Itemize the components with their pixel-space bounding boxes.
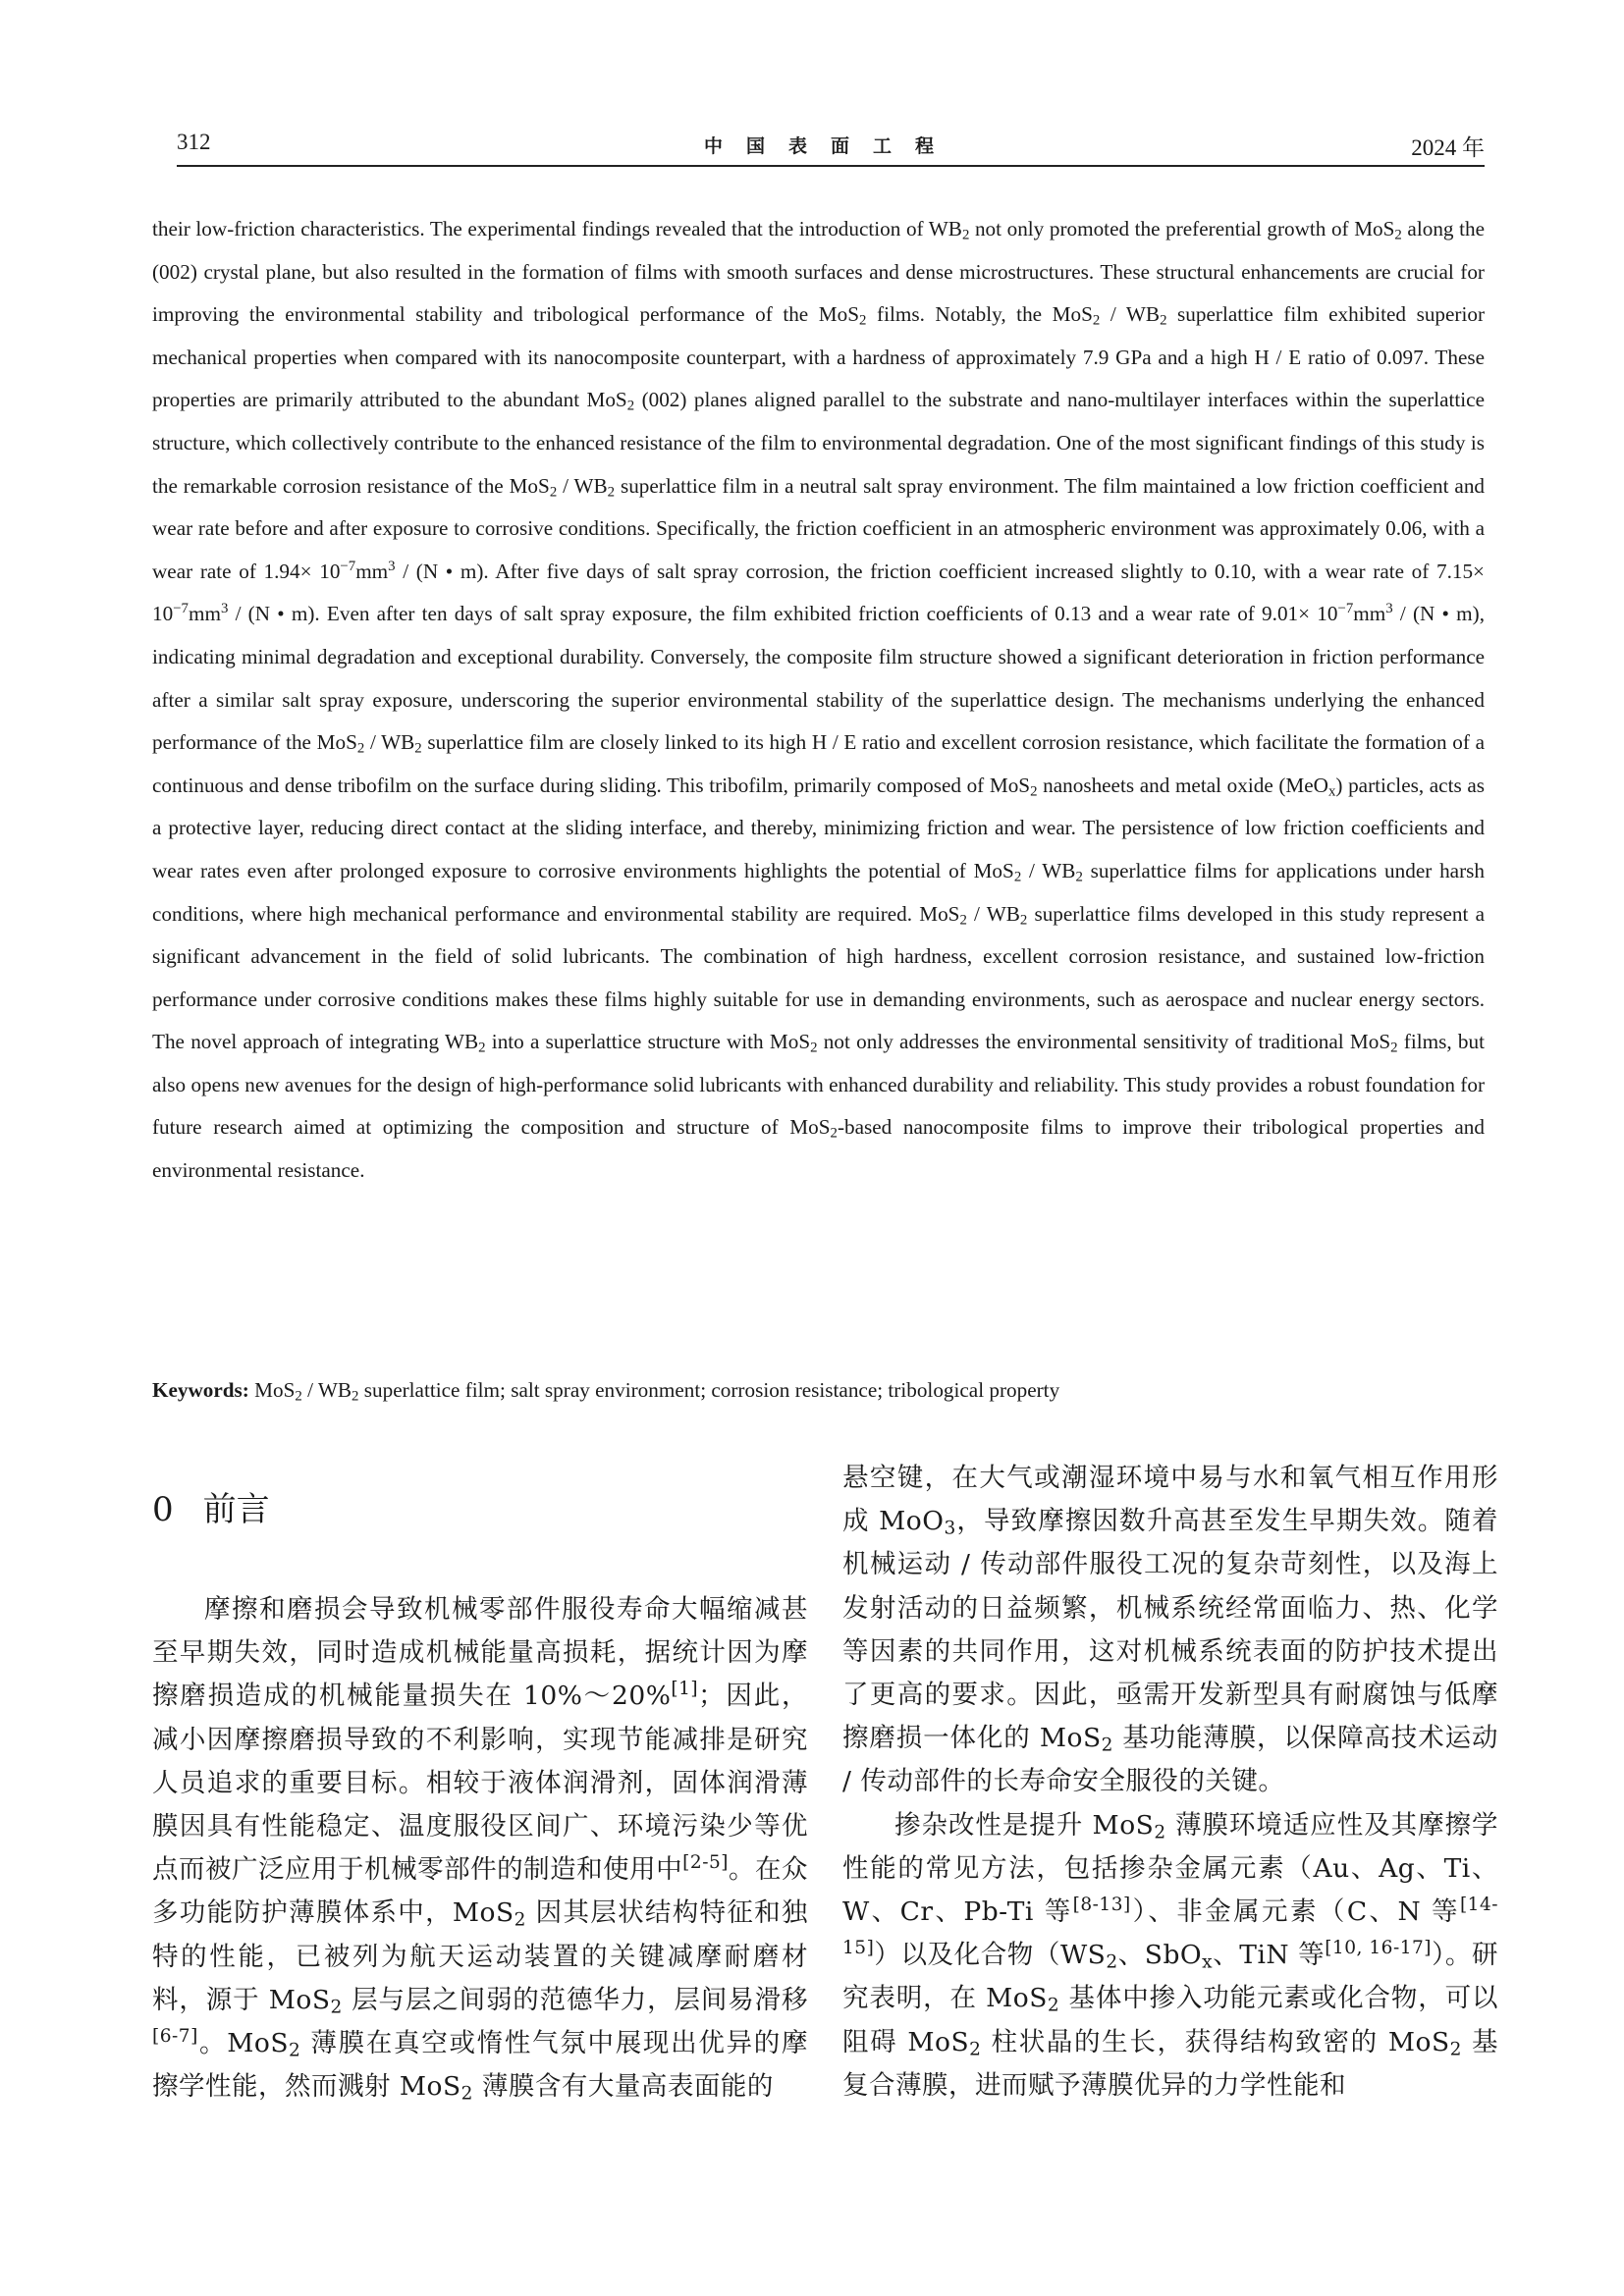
section-title: 前言 bbox=[202, 1490, 270, 1529]
page-number: 312 bbox=[177, 130, 211, 154]
issue-year: 2024 年 bbox=[1411, 135, 1485, 160]
english-abstract bbox=[152, 208, 1485, 1193]
section-heading bbox=[152, 1482, 270, 1530]
running-header bbox=[177, 126, 1485, 167]
journal-name: 中国表面工程 bbox=[703, 135, 957, 157]
intro-paragraph-2: 掺杂改性是提升 MoS$_2$ 薄膜环境适应性及其摩擦学性能的常见方法，包括掺杂金属元素（Au、Ag、Ti、W、Cr、Pb-Ti 等[8-13]）、非金属元素（C、N 等[14-15]）以及化合物（$WS_2$、SbO$_x$、TiN 等[10, 16-17]）。研究表明，在 MoS$_2$ 基体中掺入功能元素或化合物，可以阻碍 MoS$_2$ 柱状晶的生长，获得结构致密的 MoS$_2$ 基复合薄膜，进而赋予薄膜优异的力学性能和 bbox=[842, 1809, 1499, 2101]
keywords-text: $MoS_2 / WB_2$ superlattice film; salt spray environment; corrosion resistance; tribological property bbox=[254, 1378, 1060, 1405]
keywords-line bbox=[152, 1375, 1485, 1405]
keywords-label: Keywords: bbox=[152, 1378, 249, 1402]
right-column bbox=[842, 1457, 1498, 2108]
abstract-text: their low-friction characteristics. The experimental findings revealed that the introduction of $WB_2$ not only promoted the preferential growth of MoS$_2$ along the (002) crystal plane, but also resulted in the formation of films with smooth surfaces and dense microstructures. These structural enhancements are crucial for improving the environmental stability and tribological performance of the MoS$_2$ films. Notably, the $MoS_2 / WB_2$ superlattice film exhibited superior mechanical properties when compared with its nanocomposite counterpart, with a hardness of approximately 7.9 GPa and a high H / E ratio of 0.097. These properties are primarily attributed to the abundant MoS$_2$ (002) planes aligned parallel to the substrate and nano-multilayer interfaces within the superlattice structure, which collectively contribute to the enhanced resistance of the film to environmental degradation. One of the most significant findings of this study is the remarkable corrosion resistance of the $MoS_2 / WB_2$ superlattice film in a neutral salt spray environment. The film maintained a low friction coefficient and wear rate before and after exposure to corrosive conditions. Specifically, the friction coefficient in an atmospheric environment was approximately 0.06, with a wear rate of $1.94\times 10^{-7}mm^3 / (N$ • m). After five days of salt spray corrosion, the friction coefficient increased slightly to 0.10, with a wear rate of $7.15\times 10^{-7}mm^3 / (N$ • m). Even after ten days of salt spray exposure, the film exhibited friction coefficients of 0.13 and a wear rate of $9.01\times 10^{-7}mm^3 / (N$ • m), indicating minimal degradation and exceptional durability. Conversely, the composite film structure showed a significant deterioration in friction performance after a similar salt spray exposure, underscoring the superior environmental stability of the superlattice design. The mechanisms underlying the enhanced performance of the $MoS_2 / WB_2$ superlattice film are closely linked to its high H / E ratio and excellent corrosion resistance, which facilitate the formation of a continuous and dense tribofilm on the surface during sliding. This tribofilm, primarily composed of MoS$_2$ nanosheets and metal oxide (MeO$_x$) particles, acts as a protective layer, reducing direct contact at the sliding interface, and thereby, minimizing friction and wear. The persistence of low friction coefficients and wear rates even after prolonged exposure to corrosive environments highlights the potential of $MoS_2 / WB_2$ superlattice films for applications under harsh conditions, where high mechanical performance and environmental stability are required. $MoS_2 / WB_2$ superlattice films developed in this study represent a significant advancement in the field of solid lubricants. The combination of high hardness, excellent corrosion resistance, and sustained low-friction performance under corrosive conditions makes these films highly suitable for use in demanding environments, such as aerospace and nuclear energy sectors. The novel approach of integrating $WB_2$ into a superlattice structure with MoS$_2$ not only addresses the environmental sensitivity of traditional MoS$_2$ films, but also opens new avenues for the design of high-performance solid lubricants with enhanced durability and reliability. This study provides a robust foundation for future research aimed at optimizing the composition and structure of MoS$_2$-based nanocomposite films to improve their tribological properties and environmental resistance. bbox=[152, 217, 1486, 1183]
intro-paragraph-1-continued: 悬空键，在大气或潮湿环境中易与水和氧气相互作用形成 MoO$_3$，导致摩擦因数升高甚至发生早期失效。随着机械运动 / 传动部件服役工况的复杂苛刻性，以及海上发射活动的日益频繁，机械系统经常面临力、热、化学等因素的共同作用，这对机械系统表面的防护技术提出了更高的要求。因此，亟需开发新型具有耐腐蚀与低摩擦磨损一体化的 MoS$_2$ 基功能薄膜，以保障高技术运动 / 传动部件的长寿命安全服役的关键。 bbox=[842, 1463, 1498, 1797]
section-number: 0 bbox=[152, 1490, 174, 1529]
intro-paragraph-1: 摩擦和磨损会导致机械零部件服役寿命大幅缩减甚至早期失效，同时造成机械能量高损耗，据统计因为摩擦磨损造成的机械能量损失在 10%～20%[1]；因此，减小因摩擦磨损导致的不利影响，实现节能减排是研究人员追求的重要目标。相较于液体润滑剂，固体润滑薄膜因具有性能稳定、温度服役区间广、环境污染少等优点而被广泛应用于机械零部件的制造和使用中[2-5]。在众多功能防护薄膜体系中，MoS$_2$ 因其层状结构特征和独特的性能，已被列为航天运动装置的关键减摩耐磨材料，源于 MoS$_2$ 层与层之间弱的范德华力，层间易滑移[6-7]。MoS$_2$ 薄膜在真空或惰性气氛中展现出优异的摩擦学性能，然而溅射 MoS$_2$ 薄膜含有大量高表面能的 bbox=[152, 1594, 809, 2105]
